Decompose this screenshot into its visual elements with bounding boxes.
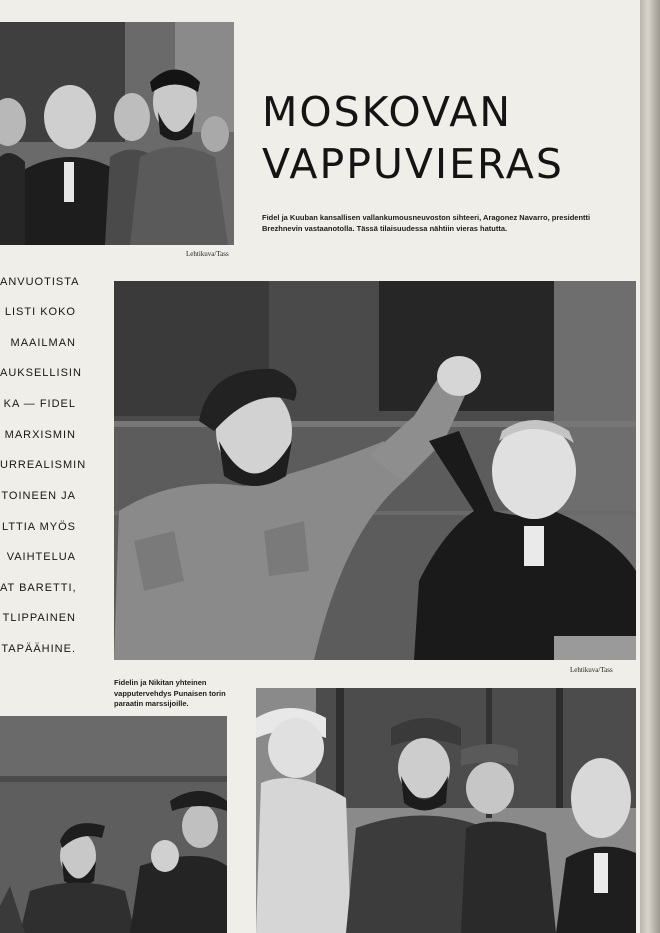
caption-top: Fidel ja Kuuban kansallisen vallankumousneuvoston sihteeri, Aragonez Navarro, presidentti Brezhnevin vastaanotolla. Tässä tilaisuudessa nähtiin vieras hatutta. <box>262 213 591 233</box>
photo-tribune <box>0 716 227 933</box>
body-line: MAAILMAN <box>10 337 76 349</box>
body-line: MARXISMIN <box>4 429 76 441</box>
photo-credit-top: Lehtikuva/Tass <box>186 250 229 258</box>
body-line: LTTIA MYÖS <box>2 521 76 533</box>
body-line: VAIHTELUA <box>6 551 76 563</box>
body-line: TOINEEN JA <box>1 490 76 502</box>
photo-red-square-salute <box>114 281 636 660</box>
body-line: AUKSELLISIN <box>0 367 82 379</box>
body-line: KA — FIDEL <box>3 398 76 410</box>
article-title <box>262 86 564 190</box>
body-line: AT BARETTI, <box>0 582 77 594</box>
title-line-1: MOSKOVAN <box>262 88 513 136</box>
caption-middle: Fidelin ja Nikitan yhteinen vapputervehdys Punaisen torin paraatin marssijoille. <box>114 678 226 708</box>
body-line: URREALISMIN <box>0 459 87 471</box>
photo-credit-middle: Lehtikuva/Tass <box>570 666 613 674</box>
body-line: LISTI KOKO <box>4 306 76 318</box>
page-spine <box>640 0 660 933</box>
title-line-2: VAPPUVIERAS <box>262 140 564 188</box>
body-line: TLIPPAINEN <box>2 612 76 624</box>
body-line: TAPÄÄHINE. <box>1 643 76 655</box>
body-line: ANVUOTISTA <box>0 276 80 288</box>
photo-with-child <box>256 688 636 933</box>
